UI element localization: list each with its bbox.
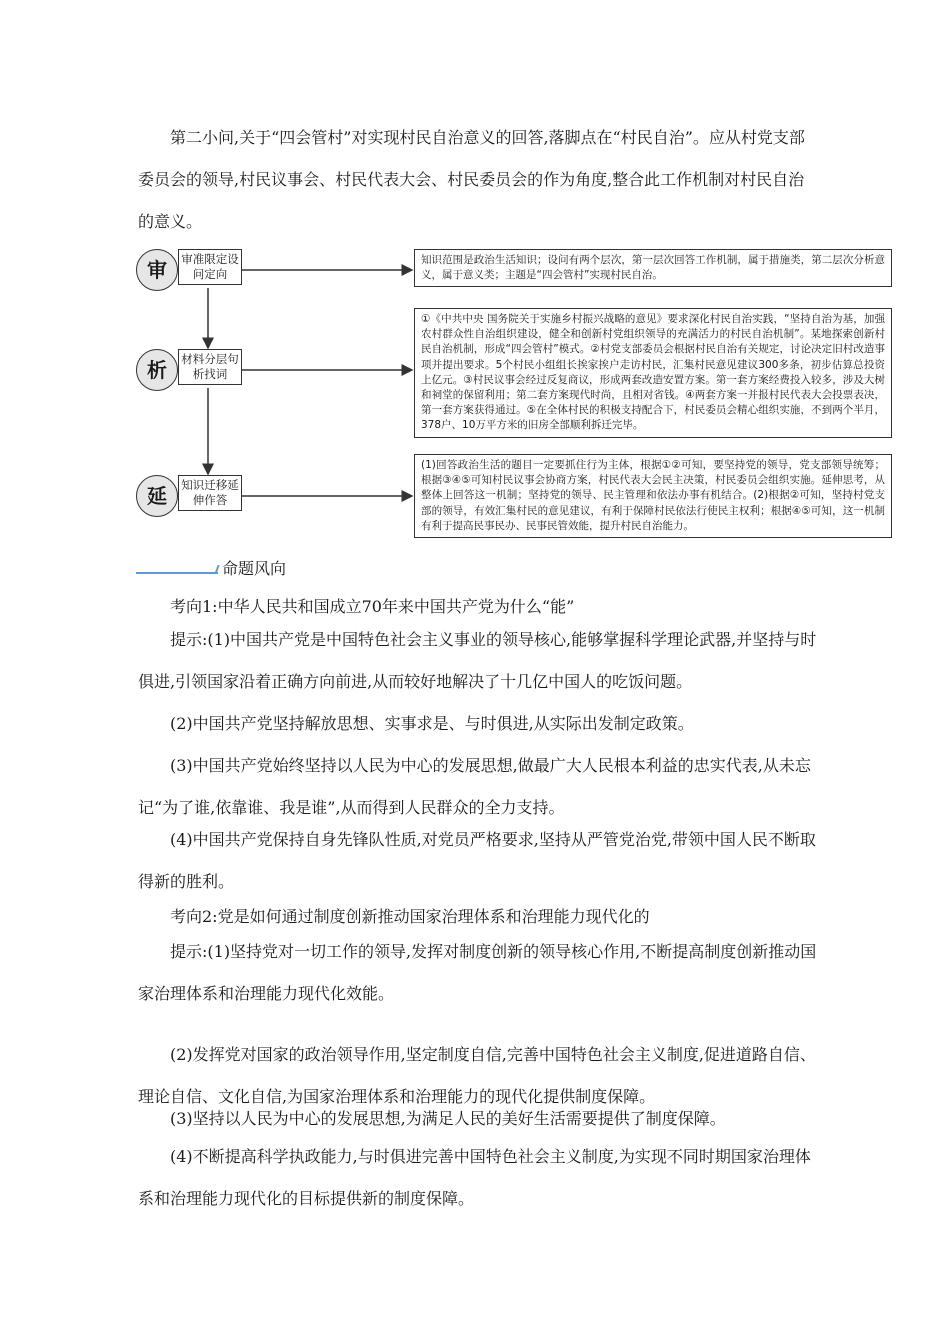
section-underline	[136, 572, 218, 574]
step-icon-shen: 审	[136, 249, 178, 291]
direction-1-point-2: (2)中国共产党坚持解放思想、实事求是、与时俱进,从实际出发制定政策。	[170, 714, 694, 733]
direction-1-point-4: (4)中国共产党保持自身先锋队性质,对党员严格要求,坚持从严管党治党,带领中国人民不断取得新的胜利。	[138, 830, 816, 891]
direction-2-point-2: (2)发挥党对国家的政治领导作用,坚定制度自信,完善中国特色社会主义制度,促进道路自信、理论自信、文化自信,为国家治理体系和治理能力的现代化提供制度保障。	[138, 1045, 816, 1106]
direction-2-point-1: 提示:(1)坚持党对一切工作的领导,发挥对制度创新的领导核心作用,不断提高制度创新推动国家治理体系和治理能力现代化效能。	[138, 942, 817, 1003]
direction-2-heading: 考向2:党是如何通过制度创新推动国家治理体系和治理能力现代化的	[170, 907, 650, 926]
section-title: 命题风向	[222, 559, 287, 578]
intro-paragraph: 第二小问,关于“四会管村”对实现村民自治意义的回答,落脚点在“村民自治”。应从村党支部委员会的领导,村民议事会、村民代表大会、村民委员会的作为角度,整合此工作机制对村民自治的意义。	[138, 128, 805, 231]
direction-2-point-3: (3)坚持以人民为中心的发展思想,为满足人民的美好生活需要提供了制度保障。	[170, 1109, 726, 1128]
step-icon-xi: 析	[136, 349, 178, 391]
step-tag-xi: 材料分层句析找词	[178, 349, 242, 385]
direction-2-point-4: (4)不断提高科学执政能力,与时俱进完善中国特色社会主义制度,为实现不同时期国家治理体系和治理能力现代化的目标提供新的制度保障。	[138, 1147, 811, 1208]
direction-1-point-3: (3)中国共产党始终坚持以人民为中心的发展思想,做最广大人民根本利益的忠实代表,从未忘记“为了谁,依靠谁、我是谁”,从而得到人民群众的全力支持。	[138, 756, 811, 817]
step-tag-shen: 审准限定设问定向	[178, 249, 242, 285]
step-content-xi: ①《中共中央 国务院关于实施乡村振兴战略的意见》要求深化村民自治实践，“坚持自治为基，加强农村群众性自治组织建设，健全和创新村党组织领导的充满活力的村民自治机制”。某地探索创新村民自治机制，形成“四会管村”模式。②村党支部委员会根据村民自治有关规定，讨论决定旧村改造事项并提出要求。5个村民小组组长挨家挨户走访村民，汇集村民意见建议300多条，初步估算总投资上亿元。③村民议事会经过反复商议，形成两套改造安置方案。第一套方案经费投入较多，涉及大树和祠堂的保留利用；第二套方案现代时尚，且相对省钱。④两套方案一并报村民代表大会投票表决，第一套方案获得通过。⑤在全体村民的积极支持配合下，村民委员会精心组织实施，不到两个半月，378户、10万平方米的旧房全部顺利拆迁完毕。	[414, 308, 892, 438]
step-tag-yan: 知识迁移延伸作答	[178, 475, 242, 511]
analysis-diagram	[136, 244, 888, 536]
step-content-shen: 知识范围是政治生活知识；设问有两个层次，第一层次回答工作机制，属于措施类，第二层次分析意义，属于意义类；主题是“四会管村”实现村民自治。	[414, 249, 892, 287]
direction-1-point-1: 提示:(1)中国共产党是中国特色社会主义事业的领导核心,能够掌握科学理论武器,并坚持与时俱进,引领国家沿着正确方向前进,从而较好地解决了十几亿中国人的吃饭问题。	[138, 630, 817, 691]
direction-1-heading: 考向1:中华人民共和国成立70年来中国共产党为什么“能”	[170, 597, 575, 616]
step-icon-yan: 延	[136, 475, 178, 517]
step-content-yan: (1)回答政治生活的题目一定要抓住行为主体，根据①②可知，要坚持党的领导，党支部领导统筹；根据③④⑤可知村民议事会协商方案，村民代表大会民主决策，村民委员会组织实施。延伸思考，从整体上回答这一机制；坚持党的领导、民主管理和依法办事有机结合。(2)根据②可知，坚持村党支部的领导，有效汇集村民的意见建议，有利于保障村民依法行使民主权利；根据④⑤可知，这一机制有利于提高民事民办、民事民管效能，提升村民自治能力。	[414, 454, 892, 538]
